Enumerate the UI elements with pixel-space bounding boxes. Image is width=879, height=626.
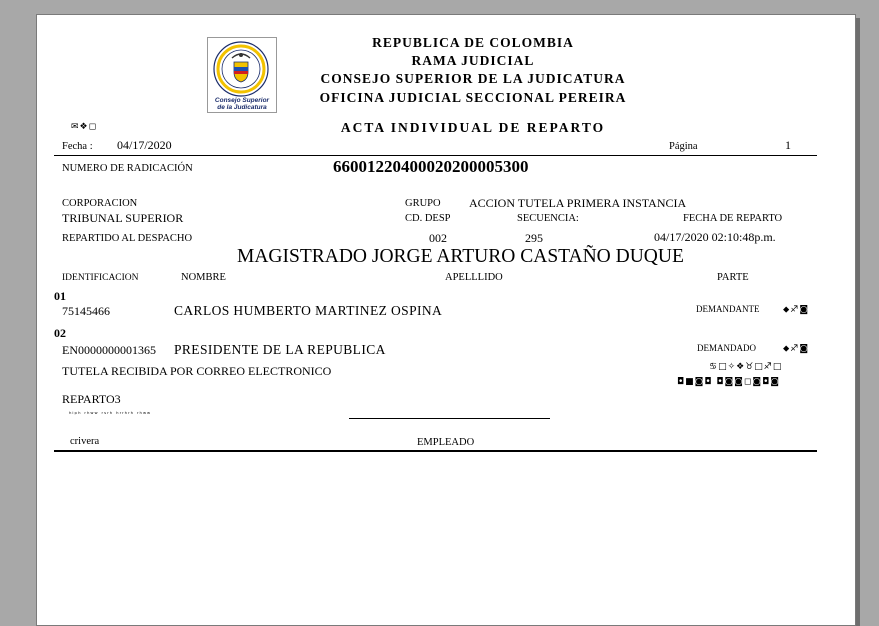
radicacion-value: 66001220400020200005300	[333, 157, 529, 176]
reparto-code: REPARTO3	[62, 392, 121, 406]
divider-bottom	[54, 450, 817, 452]
reparto-symbols: ʰⁱᵖʰ ʳʰʷʷ ʳˢʳʰ ʰʳʳʰʳʰ ʳʰʷʷ	[69, 411, 152, 418]
pagina-label: Página	[669, 141, 698, 152]
coat-of-arms-icon	[212, 40, 270, 98]
secuencia-value: 295	[525, 231, 543, 245]
column-parte: PARTE	[717, 272, 749, 283]
header-line-2: RAMA JUDICIAL	[411, 53, 535, 68]
signature-line	[349, 418, 550, 419]
column-nombre: NOMBRE	[181, 272, 226, 283]
cd-desp-value: 002	[429, 231, 447, 245]
logo-caption-line2: de la Judicatura	[217, 103, 267, 111]
note-symbols-line2: ◘■◙◘ ◘◙◙◻◙◘◙	[677, 377, 780, 387]
judicature-logo	[207, 37, 277, 113]
fecha-reparto-value: 04/17/2020 02:10:48p.m.	[654, 230, 776, 244]
pagina-value: 1	[785, 138, 791, 152]
party-number: 02	[54, 326, 66, 340]
logo-caption	[208, 98, 276, 112]
logo-caption-line1: Consejo Superior	[214, 97, 270, 104]
fecha-value: 04/17/2020	[117, 138, 172, 152]
note-symbols-line1: ♋□✧❖♉□♐□	[709, 362, 783, 372]
header-line-4: OFICINA JUDICIAL SECCIONAL PEREIRA	[319, 90, 627, 105]
grupo-value: ACCION TUTELA PRIMERA INSTANCIA	[469, 196, 687, 210]
radicacion-label: NUMERO DE RADICACIÓN	[62, 163, 193, 174]
grupo-label: GRUPO	[405, 198, 441, 209]
party-id: 75145466	[62, 304, 110, 318]
document-page	[36, 14, 856, 626]
party-mark: ⬥♐◙	[783, 344, 810, 354]
fecha-reparto-label: FECHA DE REPARTO	[683, 213, 783, 224]
column-apellido: APELLLIDO	[445, 272, 503, 283]
corporacion-label: CORPORACION	[62, 198, 138, 209]
header-symbols: ✉❖◻	[71, 122, 98, 132]
cd-desp-label: CD. DESP	[405, 213, 451, 224]
header-line-3: CONSEJO SUPERIOR DE LA JUDICATURA	[320, 71, 626, 86]
secuencia-label: SECUENCIA:	[517, 213, 579, 224]
header-line-1: REPUBLICA DE COLOMBIA	[372, 35, 574, 50]
party-id: EN0000000001365	[62, 343, 156, 357]
user-id: crivera	[70, 436, 100, 447]
party-role: DEMANDANTE	[696, 304, 760, 314]
party-number: 01	[54, 289, 66, 303]
party-name: PRESIDENTE DE LA REPUBLICA	[174, 342, 386, 357]
divider-top	[54, 155, 817, 156]
column-identificacion: IDENTIFICACION	[62, 273, 139, 283]
corporacion-value: TRIBUNAL SUPERIOR	[62, 211, 184, 225]
note-text: TUTELA RECIBIDA POR CORREO ELECTRONICO	[62, 364, 332, 378]
party-mark: ⬥♐◙	[783, 305, 810, 315]
party-role: DEMANDADO	[697, 343, 756, 353]
fecha-label: Fecha :	[62, 141, 93, 152]
empleado-label: EMPLEADO	[417, 437, 475, 448]
magistrado-name: MAGISTRADO JORGE ARTURO CASTAÑO DUQUE	[237, 246, 684, 267]
repartido-label: REPARTIDO AL DESPACHO	[62, 233, 193, 244]
document-title: ACTA INDIVIDUAL DE REPARTO	[340, 120, 606, 135]
party-name: CARLOS HUMBERTO MARTINEZ OSPINA	[174, 303, 443, 318]
